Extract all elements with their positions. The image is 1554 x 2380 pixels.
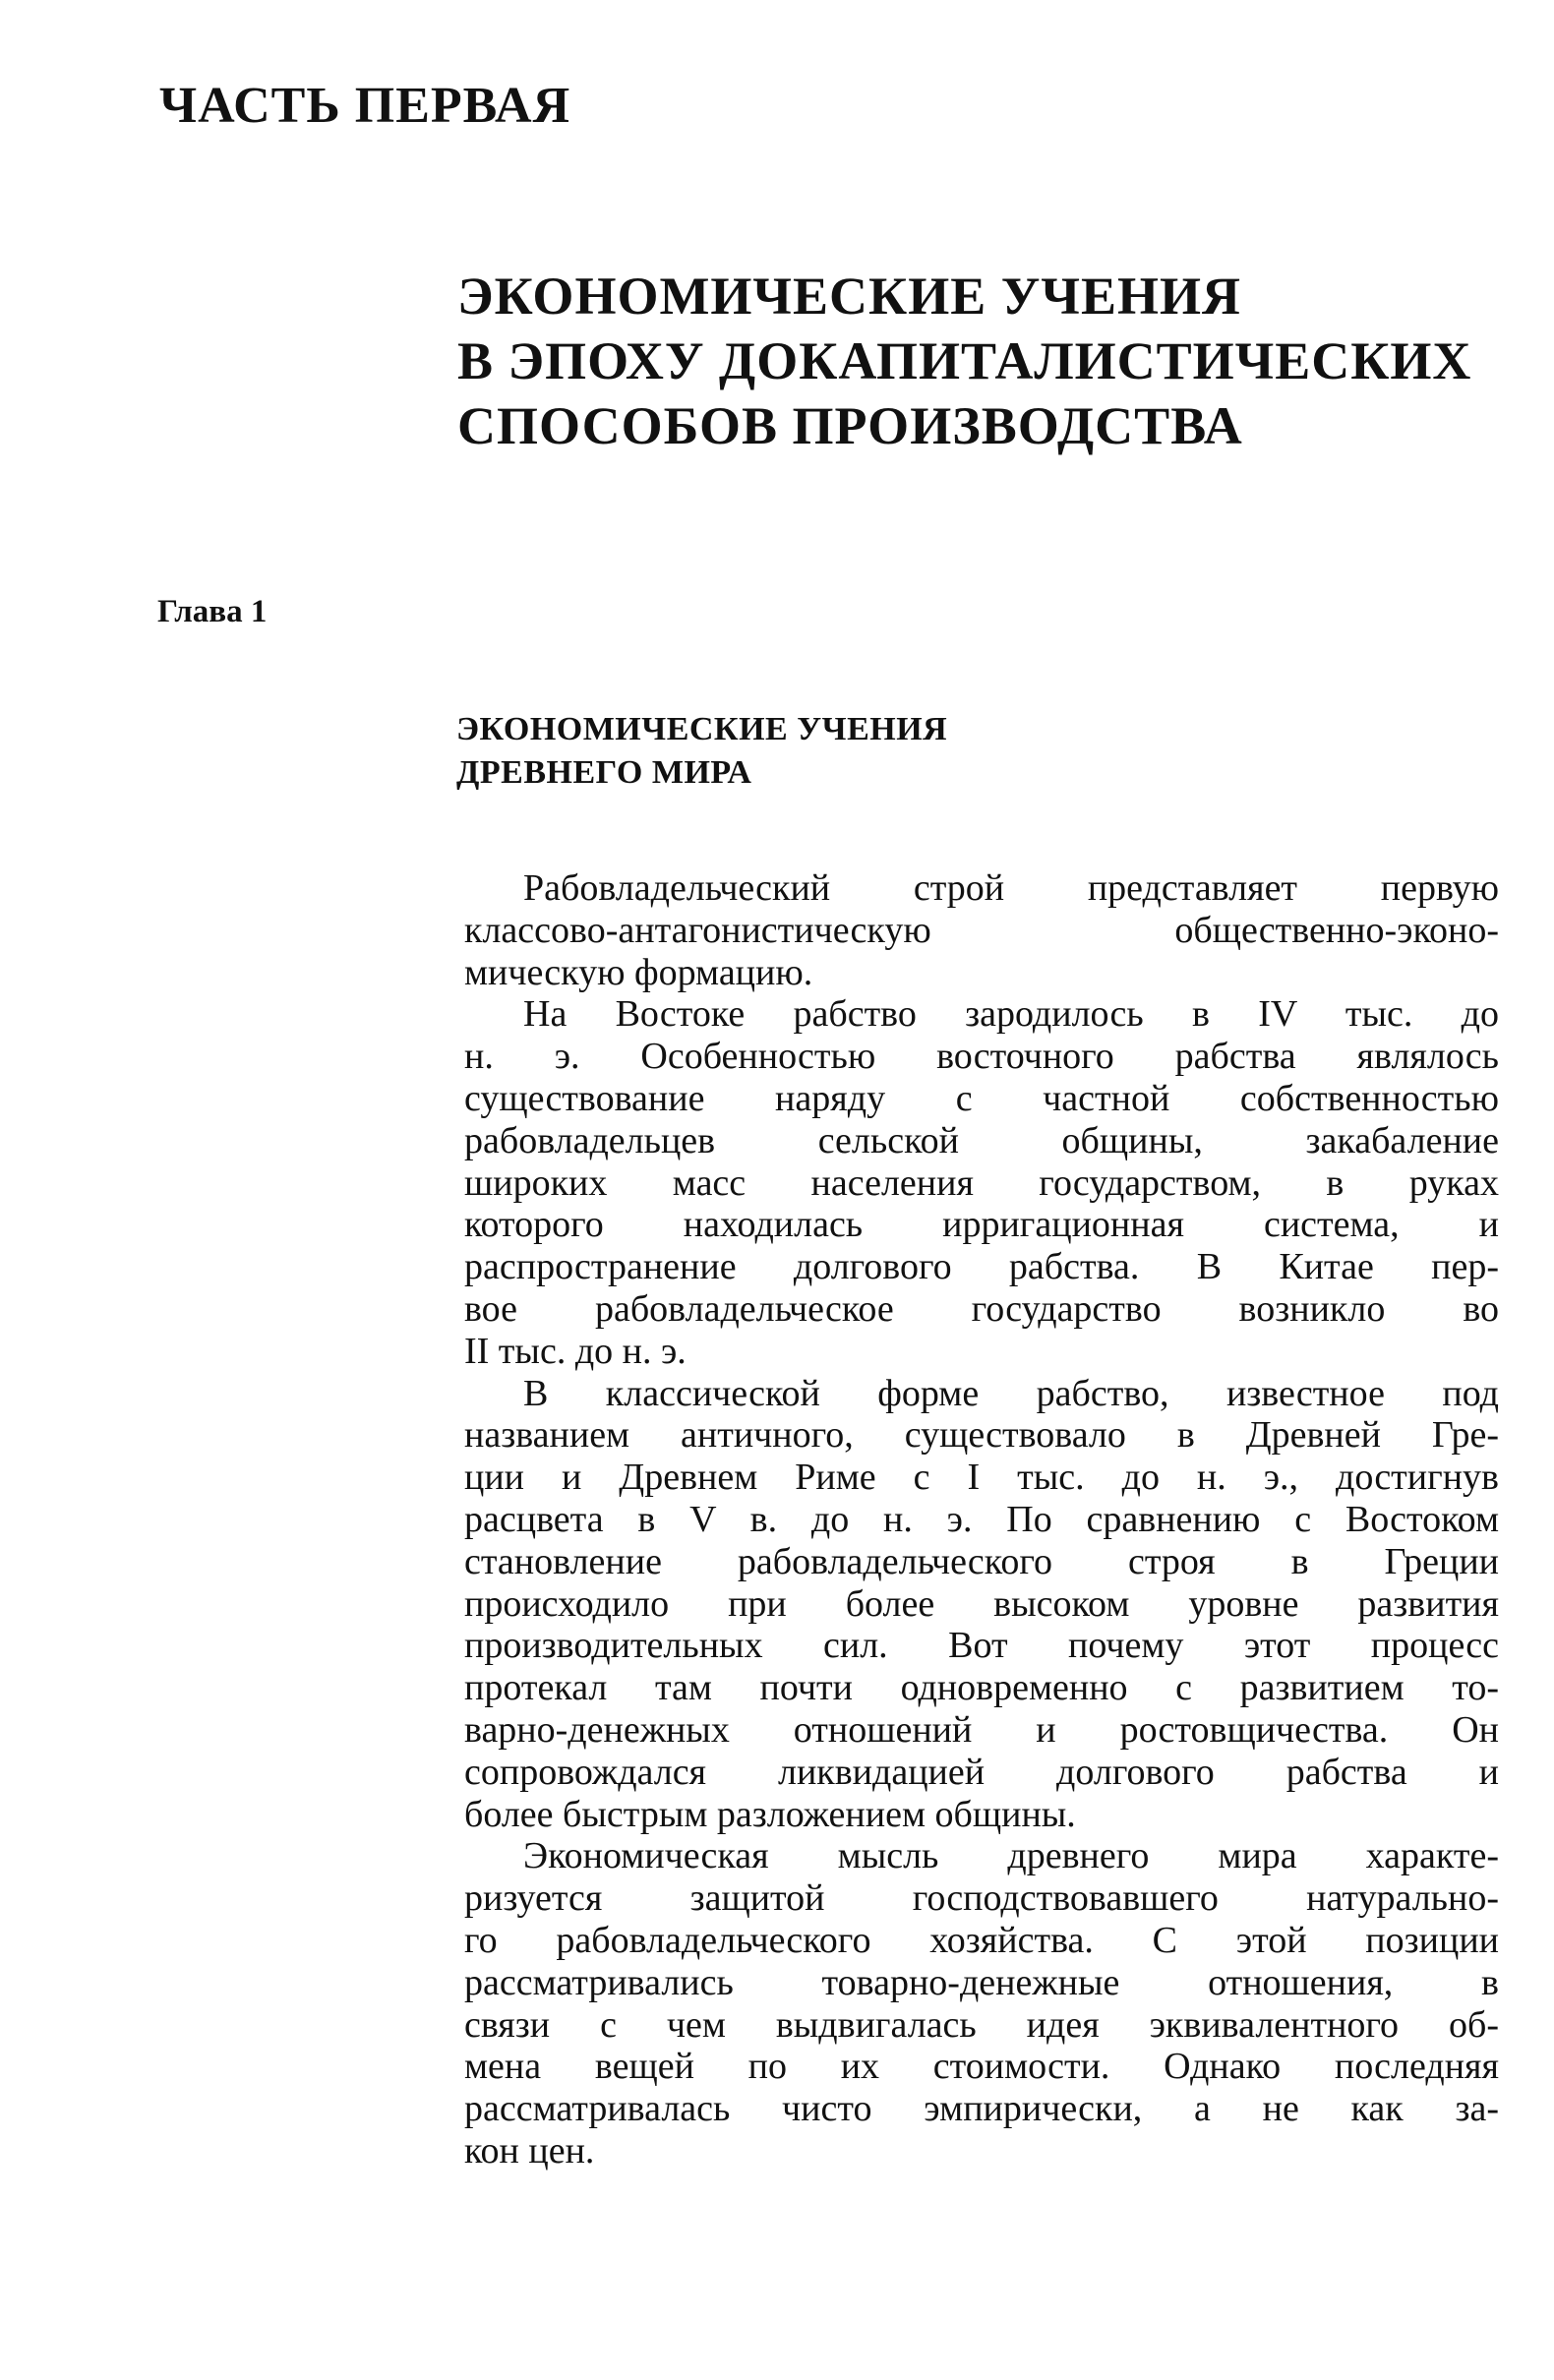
text-line: кон цен.: [464, 2129, 595, 2172]
text-line: классово-антагонистическую общественно-эконо-: [464, 909, 1499, 951]
text-line: ризуется защитой господствовавшего натурально-: [464, 1877, 1499, 1920]
text-line: сопровождался ликвидацией долгового рабства и: [464, 1751, 1499, 1793]
text-line: названием античного, существовало в Древней Гре-: [464, 1414, 1499, 1457]
text-line: связи с чем выдвигалась идея эквивалентного об-: [464, 2003, 1499, 2046]
chapter-label: Глава 1: [157, 594, 268, 629]
part-title: ЧАСТЬ ПЕРВАЯ: [159, 78, 571, 134]
text-line: происходило при более высоком уровне развития: [464, 1582, 1499, 1625]
chapter-title-line: ЭКОНОМИЧЕСКИЕ УЧЕНИЯ: [456, 711, 948, 747]
text-line: рассматривалась чисто эмпирически, а не как за-: [464, 2088, 1499, 2130]
text-line: которого находилась ирригационная система, и: [464, 1204, 1499, 1246]
text-line: ции и Древнем Риме с I тыс. до н. э., достигнув: [464, 1457, 1499, 1499]
text-line: Экономическая мысль древнего мира характе-: [523, 1835, 1499, 1877]
text-line: Рабовладельческий строй представляет первую: [523, 867, 1499, 909]
paragraph: [464, 1835, 1499, 2172]
chapter-title: [456, 708, 947, 795]
chapter-title-line: ДРЕВНЕГО МИРА: [456, 754, 752, 791]
paragraph: [464, 1373, 1499, 1836]
text-line: более быстрым разложением общины.: [464, 1793, 1076, 1835]
text-line: На Востоке рабство зародилось в IV тыс. до: [523, 993, 1499, 1036]
text-line: существование наряду с частной собственностью: [464, 1077, 1499, 1119]
section-title-line: В ЭПОХУ ДОКАПИТАЛИСТИЧЕСКИХ: [457, 331, 1472, 390]
text-line: рассматривались товарно-денежные отношения, в: [464, 1961, 1499, 2003]
text-line: варно-денежных отношений и ростовщичества. Он: [464, 1708, 1499, 1751]
text-line: В классической форме рабство, известное под: [523, 1372, 1499, 1414]
text-line: рабовладельцев сельской общины, закабаление: [464, 1119, 1499, 1161]
section-title-line: ЭКОНОМИЧЕСКИЕ УЧЕНИЯ: [457, 267, 1242, 326]
text-line: II тыс. до н. э.: [464, 1330, 687, 1372]
paragraph: [464, 993, 1499, 1372]
text-line: вое рабовладельческое государство возникло во: [464, 1287, 1499, 1330]
text-line: мическую формацию.: [464, 951, 813, 993]
section-title-line: СПОСОБОВ ПРОИЗВОДСТВА: [457, 396, 1243, 455]
text-line: протекал там почти одновременно с развитием то-: [464, 1667, 1499, 1709]
section-title: [457, 264, 1471, 458]
text-line: расцвета в V в. до н. э. По сравнению с Востоком: [464, 1498, 1499, 1540]
body-text: [464, 867, 1499, 2172]
text-line: го рабовладельческого хозяйства. С этой позиции: [464, 1919, 1499, 1961]
text-line: производительных сил. Вот почему этот процесс: [464, 1625, 1499, 1667]
text-line: широких масс населения государством, в руках: [464, 1161, 1499, 1204]
text-line: становление рабовладельческого строя в Греции: [464, 1540, 1499, 1582]
paragraph: [464, 867, 1499, 993]
text-line: н. э. Особенностью восточного рабства являлось: [464, 1036, 1499, 1078]
text-line: мена вещей по их стоимости. Однако последняя: [464, 2046, 1499, 2088]
text-line: распространение долгового рабства. В Китае пер-: [464, 1246, 1499, 1288]
